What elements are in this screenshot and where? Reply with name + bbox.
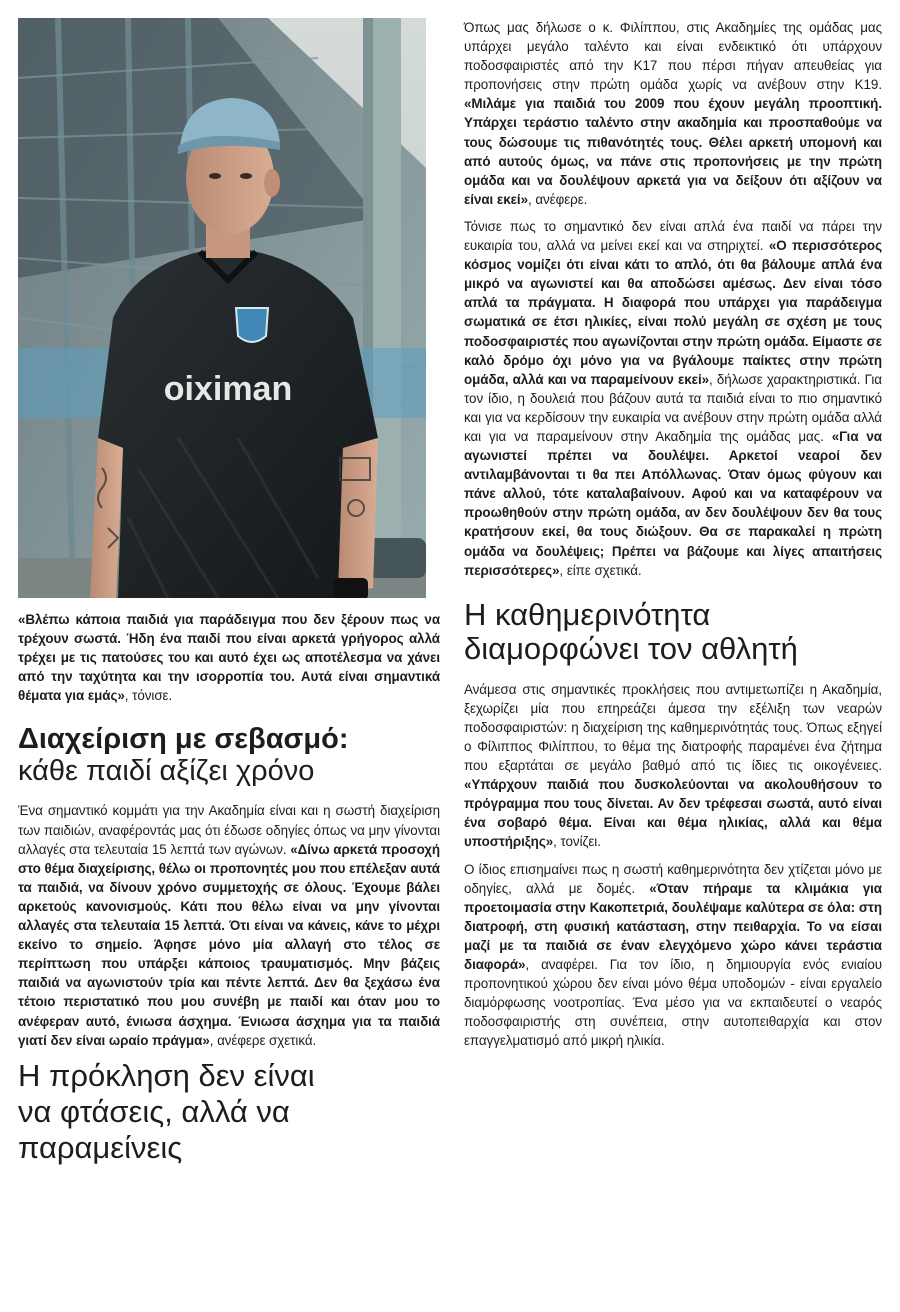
structure-text: Ο ίδιος επισημαίνει πως η σωστή καθημερινότητα δεν χτίζεται μόνο με οδηγίες, αλλά με δομές. xyxy=(464,861,882,896)
management-attribution: , ανέφερε σχετικά. xyxy=(209,1032,317,1048)
structure-attribution: , αναφέρει. Για τον ίδιο, η δημιουργία ενός ενιαίου προπονητικού χώρου δεν είναι μόνο θέμα υποδομών - είναι εργαλείο διαμόρφωσης νοοτροπίας. Ένα μέσο για να εκπαιδευτεί ο νεαρός ποδοσφαιριστής στη συνέπεια, στην αυτοπειθαρχία και στον επαγγελματισμό από μικρή ηλικία. xyxy=(464,957,882,1049)
heading-bold-line: Διαχείριση με σεβασμό: xyxy=(18,723,349,756)
left-column xyxy=(18,610,440,1166)
heading-light-line: κάθε παιδί αξίζει χρόνο xyxy=(18,755,315,788)
section-heading-challenge: Η πρόκληση δεν είναι να φτάσεις, αλλά να παραμείνεις xyxy=(18,1057,315,1165)
talent-paragraph xyxy=(464,18,882,209)
staying-paragraph xyxy=(464,217,882,580)
staying-text: Τόνισε πως το σημαντικό δεν είναι απλά ένα παιδί να πάρει την ευκαιρία του, αλλά να μείνει εκεί και να στηριχτεί. xyxy=(464,218,882,254)
nutrition-paragraph xyxy=(464,680,882,852)
intro-paragraph xyxy=(18,610,440,705)
management-quote: «Δίνω αρκετά προσοχή στο θέμα διαχείρισης, θέλω οι προπονητές μου που επέλεξαν αυτά τα παιδιά, να δίνουν χρόνο συμμετοχής σε όλους. Έχουμε βάλει αρκετούς κανονισμούς. Κάτι που θέλω είναι να μην γίνονται αλλαγές στα τελευταία 15 λεπτά. Ότι είναι να κάνεις, κάνε το μέχρι εκείνο το σημείο. Άφησε μόνο μία αλλαγή στο τέλος σε περίπτωση που υπάρξει κάποιος τραυματισμός. Μην βάζεις παιδιά να αγωνιστούν τρία και πέντε λεπτά. Δεν θα ξεχάσω ένα τέτοιο περιστατικό που μου συνέβη με παιδί και όταν μου το ανέφεραν αυτό, ένιωσα άσχημα. Ένιωσα άσχημα για τα παιδιά γιατί δεν είναι ωραίο πράγμα» xyxy=(18,841,440,1048)
player-photo-illustration xyxy=(18,18,426,598)
management-text: Ένα σημαντικό κομμάτι για την Ακαδημία είναι και η σωστή διαχείριση των παιδιών, αναφέροντάς μας ότι έδωσε οδηγίες όπως να μην γίνονται αλλαγές στα τελευταία 15 λεπτά των αγώνων. xyxy=(18,803,440,857)
intro-attribution: , τόνισε. xyxy=(124,688,173,704)
staying-quote-2: «Για να αγωνιστεί πρέπει να δουλέψει. Αρκετοί νεαροί δεν αντιλαμβάνονται τι θα πει Απόλλωνας. Όταν όμως φύγουν και πάνε αλλού, τότε καταλαβαίνουν. Αφού και να καταφέρουν να προωθηθούν στην πρώτη ομάδα, αν δεν δουλέψουν δεν θα τους κρατήσουν εκεί, θα τους διώξουν. Θα σε παρακαλεί η πρώτη ομάδα να δουλέψεις; Πρέπει να βάζουμε και λίγες απαιτήσεις περισσότερες» xyxy=(464,428,882,578)
nutrition-quote: «Υπάρχουν παιδιά που δυσκολεύονται να ακολουθήσουν το πρόγραμμα που τους δίνεται. Αν δεν τρέφεσαι σωστά, αυτό είναι ένα σοβαρό θέμα. Είναι και θέμα ηλικίας, αλλά και θέμα υποστήριξης» xyxy=(464,777,882,850)
management-paragraph xyxy=(18,801,440,1049)
nutrition-attribution: , τονίζει. xyxy=(553,834,601,850)
staying-mid: , δήλωσε χαρακτηριστικά. Για τον ίδιο, η δουλειά που βάζουν αυτά τα παιδιά είναι το πιο σημαντικό και για να κερδίσουν την ευκαιρία να ανέβουν στην πρώτη ομάδα αλλά και για να παραμείνουν στην Ακαδημία της ομάδας μας. xyxy=(464,371,883,444)
section-heading-management xyxy=(18,723,440,787)
right-column xyxy=(464,18,882,1059)
staying-attribution: , είπε σχετικά. xyxy=(559,562,642,578)
article-photo xyxy=(18,18,426,598)
talent-attribution: , ανέφερε. xyxy=(528,191,588,207)
talent-text: Όπως μας δήλωσε ο κ. Φιλίππου, στις Ακαδημίες της ομάδας μας υπάρχει μεγάλο ταλέντο και είναι ενδεικτικό ότι υπάρχουν ποδοσφαιριστές από την Κ17 που πέρσι πήγαν απευθείας για προπονήσεις στην πρώτη ομάδα χωρίς να ανέβουν στην Κ19. xyxy=(464,20,882,93)
structure-paragraph xyxy=(464,860,882,1051)
nutrition-text: Ανάμεσα στις σημαντικές προκλήσεις που αντιμετωπίζει η Ακαδημία, ξεχωρίζει μία που επηρεάζει άμεσα την εξέλιξη των νεαρών ποδοσφαιριστών: η διαχείριση της καθημερινότητάς τους. Όπως εξηγεί ο Φίλιππος Φιλίππου, το θέμα της διατροφής παραμένει ένα ζήτημα που εξαρτάται σε μεγάλο βαθμό από τις ίδιες τις οικογένειες. xyxy=(464,681,882,774)
structure-quote: «Όταν πήραμε τα κλιμάκια για προετοιμασία στην Κακοπετριά, δουλέψαμε καλύτερα σε όλα: στη διατροφή, στη φυσική κατάσταση, στην πειθαρχία. Το να είσαι μαζί με τα παιδιά σε έναν ελεγχόμενο χώρο κάνει τεράστια διαφορά» xyxy=(464,880,882,973)
talent-quote: «Μιλάμε για παιδιά του 2009 που έχουν μεγάλη προοπτική. Υπάρχει τεράστιο ταλέντο στην ακαδημία και προσπαθούμε να τους δώσουμε τις πιθανότητές τους. Θέλει αρκετή υπομονή και από αυτούς όμως, να πάνε στις προπονήσεις με την πρώτη ομάδα και να δουλέψουν αρκετά για να δείξουν ότι αξίζουν να είναι εκεί» xyxy=(464,96,882,207)
sponsor-logo-text: oiximan xyxy=(163,370,293,408)
section-heading-daily-life: Η καθημερινότητα διαμορφώνει τον αθλητή xyxy=(464,596,798,666)
intro-quote: «Βλέπω κάποια παιδιά για παράδειγμα που δεν ξέρουν πως να τρέχουν σωστά. Ήδη ένα παιδί που είναι αρκετά γρήγορος αλλά τρέχει με τις πατούσες του και αυτό έχει ως αποτέλεσμα να χάνει από την ταχύτητα και την ισορροπία του. Αυτά είναι σημαντικά θέματα για εμάς» xyxy=(18,612,440,704)
staying-quote: «Ο περισσότερος κόσμος νομίζει ότι είναι κάτι το απλό, ότι θα βάλουμε απλά ένα μικρό να αγωνιστεί και θα αποδώσει αμέσως. Δεν είναι τόσο απλά τα πράγματα. Η διαφορά που υπάρχει για παράδειγμα σωματικά σε έτσι ηλικίες, είναι πολύ μεγάλη σε σχέση με τους ποδοσφαιριστές που αγωνίζονται στην πρώτη ομάδα. Είμαστε σε καλό δρόμο όχι μόνο για να βγάλουμε παίκτες στην πρώτη ομάδα, αλλά και να παραμείνουν εκεί» xyxy=(464,238,882,387)
